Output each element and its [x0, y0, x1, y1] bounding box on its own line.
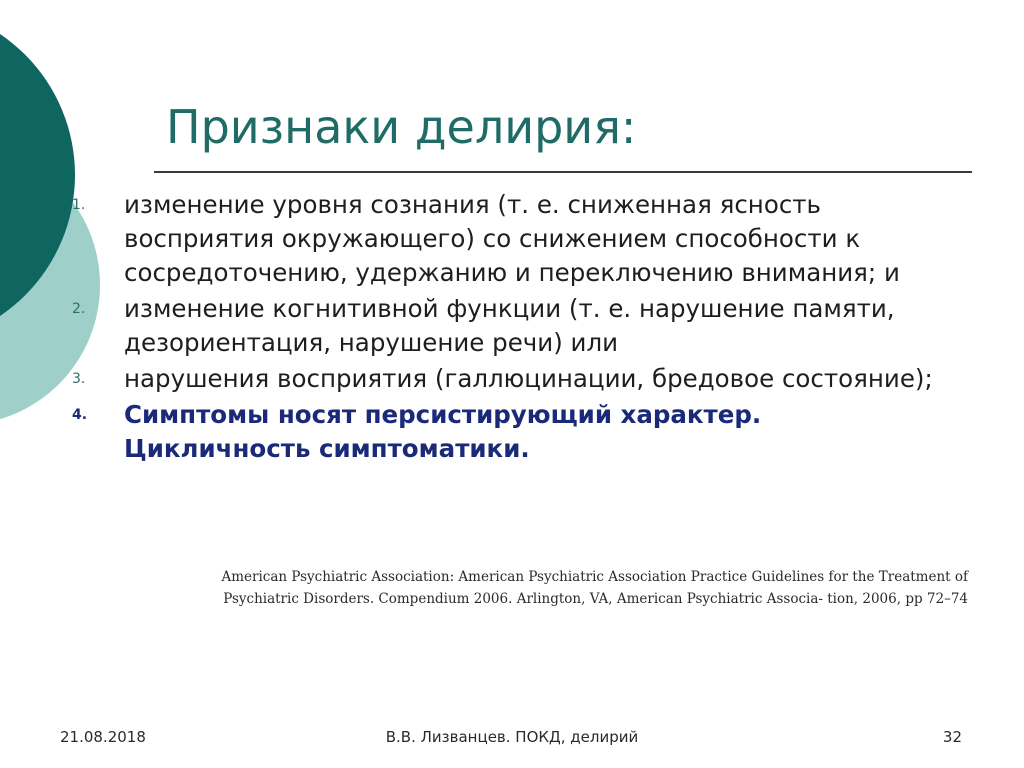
list-item-text: Симптомы носят персистирующий характер. Цикличность симптоматики. [124, 400, 762, 463]
list-item [0, 188, 1000, 290]
footer-author: В.В. Лизванцев. ПОКД, делирий [385, 728, 639, 746]
list-item-emphasized [0, 398, 1000, 466]
page-number: 32 [942, 728, 962, 746]
list-item-number: 4. [72, 407, 88, 423]
list-item-text: изменение уровня сознания (т. е. сниженная ясность восприятия окружающего) со снижением способности к сосредоточению, удержанию и переключению внимания; и [124, 190, 900, 287]
slide-title: Признаки делирия: [166, 100, 637, 154]
list-item-number: 3. [72, 371, 86, 387]
reference-line-2: Psychiatric Disorders. Compendium 2006. Arlington, VA, American Psychiatric Associa- tion, 2006, pp 72–74 [223, 591, 968, 607]
footer-date: 21.08.2018 [60, 728, 146, 746]
list-item-text: изменение когнитивной функции (т. е. нарушение памяти, дезориентация, нарушение речи) или [124, 294, 895, 357]
reference-line-1: American Psychiatric Association: American Psychiatric Association Practice Guidelines for the Treatment of [221, 569, 968, 585]
list-item-number: 1. [72, 197, 86, 213]
list-item-number: 2. [72, 301, 86, 317]
reference-citation [200, 566, 968, 610]
list-item [0, 362, 1000, 396]
list-item [0, 292, 1000, 360]
title-underline [154, 171, 972, 173]
criteria-list [0, 188, 1000, 468]
list-item-text: нарушения восприятия (галлюцинации, бредовое состояние); [124, 364, 933, 393]
